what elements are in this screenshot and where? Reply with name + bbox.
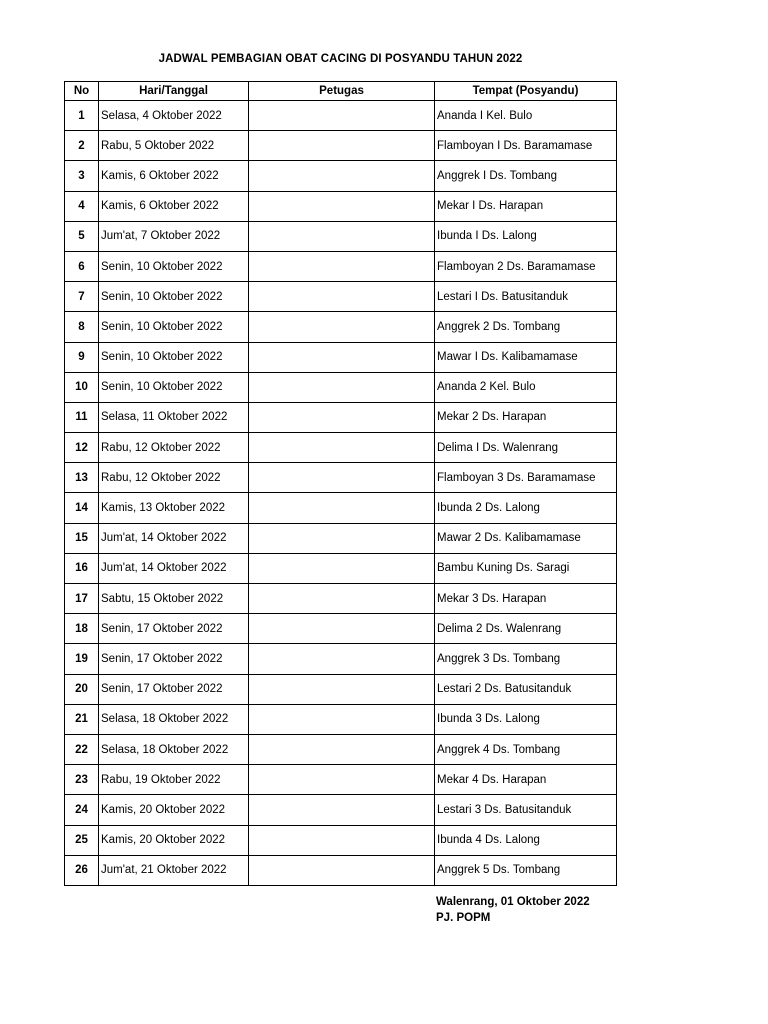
row-date: Jum'at, 14 Oktober 2022 [99,553,249,583]
row-officer [249,251,435,281]
row-number: 11 [65,402,99,432]
row-number: 9 [65,342,99,372]
row-officer [249,101,435,131]
row-place: Ibunda 2 Ds. Lalong [435,493,617,523]
row-date: Kamis, 6 Oktober 2022 [99,161,249,191]
row-officer [249,282,435,312]
table-row [65,463,617,493]
table-row [65,765,617,795]
row-place: Lestari 2 Ds. Batusitanduk [435,674,617,704]
row-officer [249,402,435,432]
row-officer [249,221,435,251]
row-date: Senin, 10 Oktober 2022 [99,342,249,372]
row-officer [249,855,435,885]
row-number: 4 [65,191,99,221]
table-row [65,282,617,312]
header-no: No [65,82,99,101]
row-place: Mekar 3 Ds. Harapan [435,584,617,614]
row-place: Anggrek 5 Ds. Tombang [435,855,617,885]
row-date: Jum'at, 14 Oktober 2022 [99,523,249,553]
row-officer [249,553,435,583]
header-date: Hari/Tanggal [99,82,249,101]
row-date: Rabu, 12 Oktober 2022 [99,433,249,463]
row-officer [249,433,435,463]
row-officer [249,161,435,191]
row-number: 25 [65,825,99,855]
row-place: Flamboyan I Ds. Baramamase [435,131,617,161]
row-officer [249,131,435,161]
row-date: Selasa, 4 Oktober 2022 [99,101,249,131]
table-row [65,644,617,674]
row-place: Ananda I Kel. Bulo [435,101,617,131]
row-number: 6 [65,251,99,281]
header-officer: Petugas [249,82,435,101]
table-row [65,131,617,161]
table-row [65,553,617,583]
footer-place-date: Walenrang, 01 Oktober 2022 [436,896,590,908]
row-place: Mawar 2 Ds. Kalibamamase [435,523,617,553]
row-date: Rabu, 12 Oktober 2022 [99,463,249,493]
table-row [65,825,617,855]
table-row [65,372,617,402]
row-officer [249,191,435,221]
row-date: Kamis, 6 Oktober 2022 [99,191,249,221]
row-date: Senin, 17 Oktober 2022 [99,614,249,644]
row-place: Mekar I Ds. Harapan [435,191,617,221]
row-officer [249,523,435,553]
table-header-row [65,82,617,101]
row-number: 15 [65,523,99,553]
row-date: Senin, 10 Oktober 2022 [99,372,249,402]
row-number: 13 [65,463,99,493]
signature-block [436,894,590,926]
document-title: JADWAL PEMBAGIAN OBAT CACING DI POSYANDU TAHUN 2022 [158,53,523,65]
row-officer [249,614,435,644]
table-row [65,674,617,704]
table-row [65,704,617,734]
row-date: Senin, 10 Oktober 2022 [99,251,249,281]
row-date: Senin, 10 Oktober 2022 [99,312,249,342]
row-date: Selasa, 18 Oktober 2022 [99,704,249,734]
row-number: 7 [65,282,99,312]
row-number: 8 [65,312,99,342]
row-officer [249,765,435,795]
row-number: 20 [65,674,99,704]
table-row [65,251,617,281]
row-place: Lestari I Ds. Batusitanduk [435,282,617,312]
table-row [65,433,617,463]
table-row [65,312,617,342]
row-officer [249,674,435,704]
table-row [65,191,617,221]
row-place: Mekar 2 Ds. Harapan [435,402,617,432]
row-place: Delima 2 Ds. Walenrang [435,614,617,644]
table-row [65,734,617,764]
row-officer [249,584,435,614]
row-place: Ibunda 3 Ds. Lalong [435,704,617,734]
row-officer [249,734,435,764]
row-place: Flamboyan 3 Ds. Baramamase [435,463,617,493]
table-row [65,584,617,614]
row-place: Anggrek 4 Ds. Tombang [435,734,617,764]
row-place: Mekar 4 Ds. Harapan [435,765,617,795]
row-place: Delima I Ds. Walenrang [435,433,617,463]
row-place: Bambu Kuning Ds. Saragi [435,553,617,583]
row-number: 17 [65,584,99,614]
row-number: 3 [65,161,99,191]
row-officer [249,644,435,674]
row-number: 19 [65,644,99,674]
row-place: Anggrek I Ds. Tombang [435,161,617,191]
row-place: Ibunda I Ds. Lalong [435,221,617,251]
table-body [65,101,617,886]
row-officer [249,704,435,734]
row-date: Kamis, 20 Oktober 2022 [99,825,249,855]
row-date: Selasa, 18 Oktober 2022 [99,734,249,764]
table-row [65,493,617,523]
row-date: Jum'at, 21 Oktober 2022 [99,855,249,885]
row-place: Lestari 3 Ds. Batusitanduk [435,795,617,825]
row-number: 26 [65,855,99,885]
row-date: Jum'at, 7 Oktober 2022 [99,221,249,251]
row-place: Flamboyan 2 Ds. Baramamase [435,251,617,281]
row-date: Selasa, 11 Oktober 2022 [99,402,249,432]
footer-signatory: PJ. POPM [436,912,491,924]
row-officer [249,463,435,493]
row-place: Mawar I Ds. Kalibamamase [435,342,617,372]
row-officer [249,372,435,402]
row-officer [249,342,435,372]
row-number: 2 [65,131,99,161]
row-date: Senin, 10 Oktober 2022 [99,282,249,312]
row-number: 1 [65,101,99,131]
table-row [65,342,617,372]
row-number: 12 [65,433,99,463]
row-place: Anggrek 2 Ds. Tombang [435,312,617,342]
table-row [65,101,617,131]
row-number: 14 [65,493,99,523]
row-number: 5 [65,221,99,251]
row-date: Kamis, 20 Oktober 2022 [99,795,249,825]
row-officer [249,312,435,342]
table-row [65,855,617,885]
schedule-table [64,81,617,886]
row-date: Senin, 17 Oktober 2022 [99,644,249,674]
row-officer [249,795,435,825]
row-place: Anggrek 3 Ds. Tombang [435,644,617,674]
row-number: 10 [65,372,99,402]
row-date: Rabu, 5 Oktober 2022 [99,131,249,161]
table-row [65,161,617,191]
table-row [65,221,617,251]
row-date: Rabu, 19 Oktober 2022 [99,765,249,795]
row-number: 22 [65,734,99,764]
row-number: 18 [65,614,99,644]
row-date: Senin, 17 Oktober 2022 [99,674,249,704]
row-number: 21 [65,704,99,734]
table-row [65,614,617,644]
row-number: 16 [65,553,99,583]
row-number: 24 [65,795,99,825]
row-date: Sabtu, 15 Oktober 2022 [99,584,249,614]
row-place: Ananda 2 Kel. Bulo [435,372,617,402]
table-row [65,402,617,432]
row-date: Kamis, 13 Oktober 2022 [99,493,249,523]
table-row [65,795,617,825]
table-row [65,523,617,553]
header-place: Tempat (Posyandu) [435,82,617,101]
row-officer [249,825,435,855]
row-officer [249,493,435,523]
row-place: Ibunda 4 Ds. Lalong [435,825,617,855]
row-number: 23 [65,765,99,795]
